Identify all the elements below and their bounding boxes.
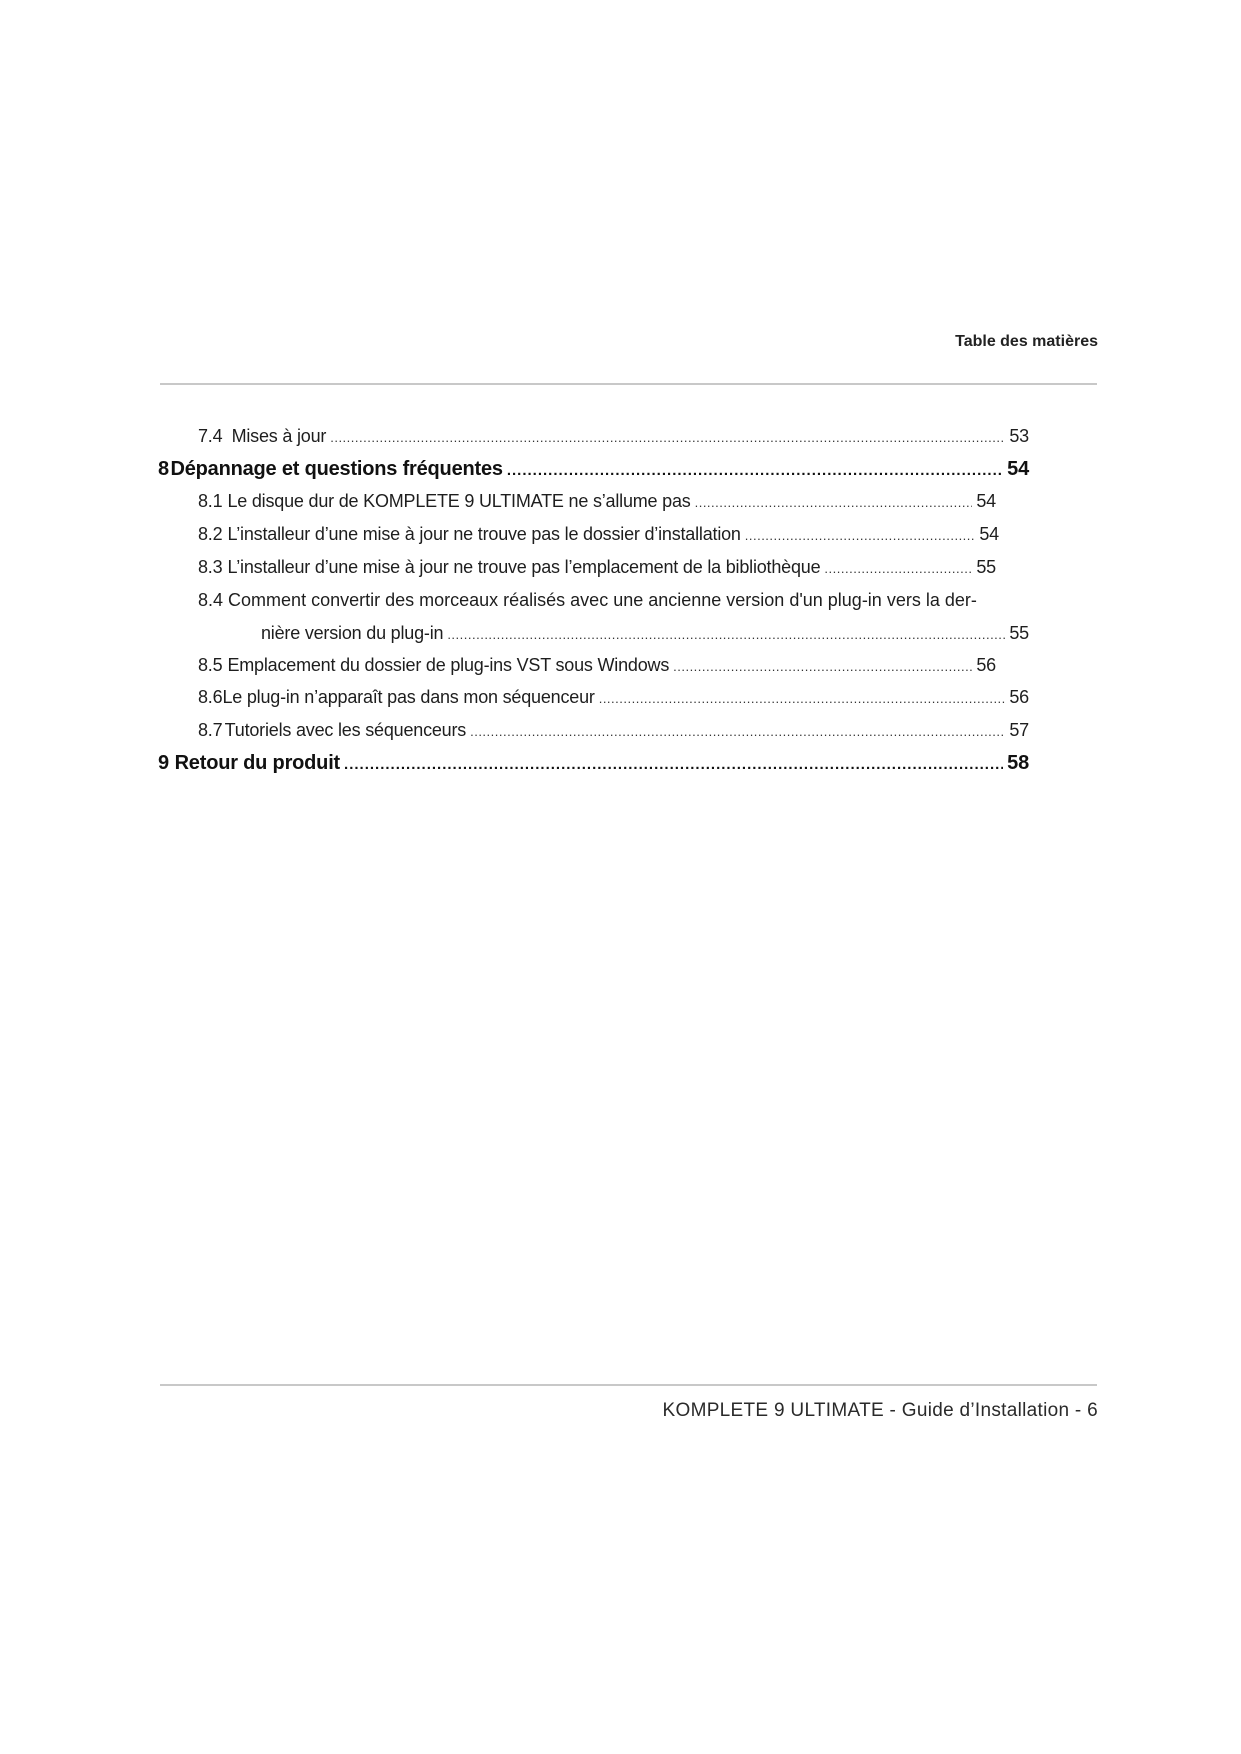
toc-chapter-page: 58 [1007, 752, 1029, 774]
toc-leader-dots [447, 627, 1005, 642]
toc-leader-dots [330, 430, 1005, 445]
toc-entry-title: Le plug-in n’apparaît pas dans mon séquenceur [222, 687, 595, 707]
toc-leader-dots [695, 495, 973, 510]
toc-leader-dots [344, 756, 1003, 773]
running-header-title: Table des matières [955, 333, 1098, 350]
toc-entry-number: 8.4 [198, 590, 224, 610]
toc-entry[interactable] [198, 655, 996, 676]
toc-entry-title-line1: Comment convertir des morceaux réalisés avec une ancienne version d'un plug-in vers la der- [228, 590, 977, 610]
toc-chapter-entry[interactable] [158, 458, 1029, 481]
toc-entry-number: 7.4 [198, 426, 223, 446]
toc-entry-number: 8.1 [198, 491, 223, 511]
toc-leader-dots [507, 462, 1003, 479]
toc-leader-dots [599, 691, 1006, 706]
toc-leader-dots [673, 659, 972, 674]
toc-entry-number: 8.7 [198, 720, 223, 740]
toc-entry-number: 8.3 [198, 557, 223, 577]
toc-entry[interactable] [198, 491, 996, 512]
toc-entry-page: 53 [1009, 426, 1029, 446]
toc-chapter-title: Dépannage et questions fréquentes [170, 458, 503, 480]
footer-divider [160, 1384, 1097, 1386]
toc-entry-title: L’installeur d’une mise à jour ne trouve pas le dossier d’installation [227, 524, 741, 544]
toc-entry-page: 54 [976, 491, 996, 511]
toc-leader-dots [745, 528, 976, 543]
toc-entry-page: 56 [1009, 687, 1029, 707]
toc-entry-page: 57 [1009, 720, 1029, 740]
toc-entry[interactable] [198, 720, 1029, 741]
toc-entry-multiline[interactable] [198, 590, 977, 611]
toc-entry-page: 54 [979, 524, 999, 544]
toc-entry-title: Le disque dur de KOMPLETE 9 ULTIMATE ne s’allume pas [227, 491, 691, 511]
toc-chapter-number: 8 [158, 458, 169, 480]
toc-entry-number: 8.5 [198, 655, 223, 675]
toc-entry-page: 56 [976, 655, 996, 675]
toc-entry-title-line2: nière version du plug-in [261, 623, 444, 643]
toc-entry-title: Tutoriels avec les séquenceurs [224, 720, 467, 740]
toc-entry[interactable] [198, 426, 1029, 447]
toc-chapter-title: Retour du produit [174, 752, 341, 774]
toc-entry-title: L’installeur d’une mise à jour ne trouve pas l’emplacement de la bibliothèque [227, 557, 821, 577]
header-divider [160, 383, 1097, 385]
toc-entry[interactable] [198, 687, 1029, 708]
toc-chapter-page: 54 [1007, 458, 1029, 480]
toc-entry-title: Mises à jour [231, 426, 327, 446]
toc-entry-continuation[interactable] [261, 623, 1029, 644]
toc-entry-number: 8.2 [198, 524, 223, 544]
toc-chapter-number: 9 [158, 752, 169, 774]
toc-entry-page: 55 [976, 557, 996, 577]
toc-entry-number: 8.6 [198, 687, 223, 707]
toc-entry[interactable] [198, 524, 999, 545]
toc-entry-title: Emplacement du dossier de plug-ins VST sous Windows [227, 655, 670, 675]
page-footer: KOMPLETE 9 ULTIMATE - Guide d’Installation - 6 [662, 1400, 1098, 1421]
toc-leader-dots [470, 724, 1005, 739]
toc-entry[interactable] [198, 557, 996, 578]
toc-chapter-entry[interactable] [158, 752, 1029, 775]
toc-leader-dots [824, 561, 972, 576]
toc-entry-page: 55 [1009, 623, 1029, 643]
